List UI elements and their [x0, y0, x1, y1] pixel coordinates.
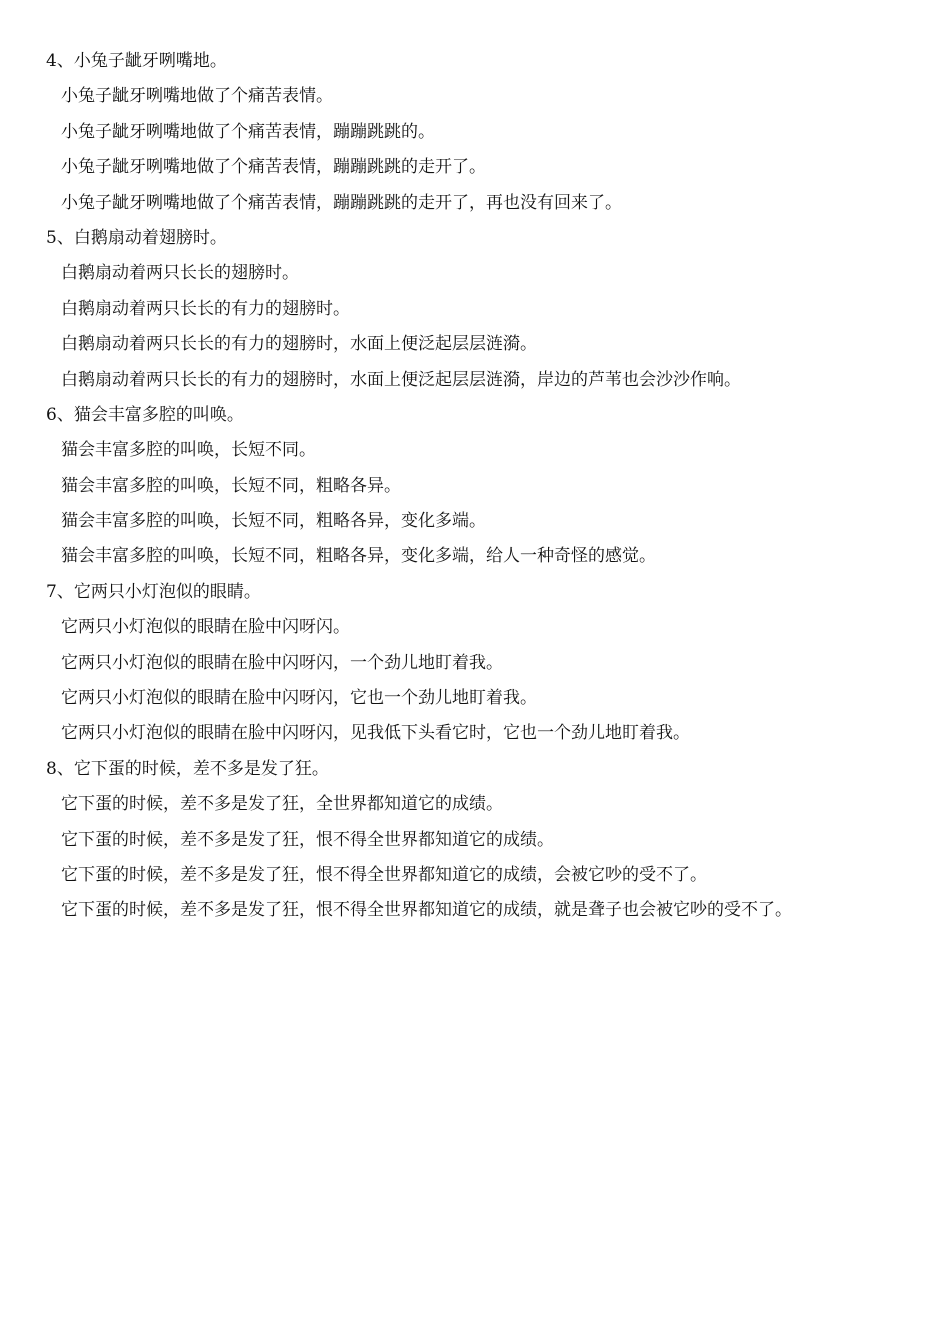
section-heading: 7、它两只小灯泡似的眼睛。 [46, 581, 261, 602]
expanded-sentence: 它两只小灯泡似的眼睛在脸中闪呀闪，一个劲儿地盯着我。 [61, 652, 503, 673]
expanded-sentence: 它两只小灯泡似的眼睛在脸中闪呀闪，它也一个劲儿地盯着我。 [61, 688, 537, 709]
section-heading: 5、白鹅扇动着翅膀时。 [46, 227, 227, 248]
expanded-sentence: 小兔子龇牙咧嘴地做了个痛苦表情，蹦蹦跳跳的走开了，再也没有回来了。 [61, 192, 622, 213]
expanded-sentence: 它下蛋的时候，差不多是发了狂，全世界都知道它的成绩。 [61, 794, 503, 815]
expanded-sentence: 白鹅扇动着两只长长的翅膀时。 [61, 263, 299, 284]
expanded-sentence: 它下蛋的时候，差不多是发了狂，恨不得全世界都知道它的成绩。 [61, 829, 554, 850]
section-heading: 8、它下蛋的时候，差不多是发了狂。 [46, 758, 329, 779]
expanded-sentence: 小兔子龇牙咧嘴地做了个痛苦表情，蹦蹦跳跳的。 [61, 121, 435, 142]
section-4 [46, 44, 926, 221]
expanded-sentence: 小兔子龇牙咧嘴地做了个痛苦表情。 [61, 86, 333, 107]
section-5 [46, 221, 926, 398]
expanded-sentence: 小兔子龇牙咧嘴地做了个痛苦表情，蹦蹦跳跳的走开了。 [61, 157, 486, 178]
expanded-sentence: 它两只小灯泡似的眼睛在脸中闪呀闪。 [61, 617, 350, 638]
expanded-sentence: 它两只小灯泡似的眼睛在脸中闪呀闪，见我低下头看它时，它也一个劲儿地盯着我。 [61, 723, 690, 744]
section-8 [46, 752, 926, 929]
expanded-sentence: 白鹅扇动着两只长长的有力的翅膀时，水面上便泛起层层涟漪。 [61, 334, 537, 355]
expanded-sentence: 白鹅扇动着两只长长的有力的翅膀时。 [61, 298, 350, 319]
expanded-sentence: 猫会丰富多腔的叫唤，长短不同，粗略各异，变化多端，给人一种奇怪的感觉。 [61, 546, 656, 567]
expanded-sentence: 猫会丰富多腔的叫唤，长短不同。 [61, 440, 316, 461]
section-heading: 4、小兔子龇牙咧嘴地。 [46, 51, 227, 71]
expanded-sentence: 猫会丰富多腔的叫唤，长短不同，粗略各异，变化多端。 [61, 511, 486, 532]
expanded-sentence: 猫会丰富多腔的叫唤，长短不同，粗略各异。 [61, 475, 401, 496]
section-7 [46, 575, 926, 752]
section-6 [46, 398, 926, 575]
expanded-sentence: 它下蛋的时候，差不多是发了狂，恨不得全世界都知道它的成绩，会被它吵的受不了。 [61, 864, 707, 885]
expanded-sentence: 白鹅扇动着两只长长的有力的翅膀时，水面上便泛起层层涟漪，岸边的芦苇也会沙沙作响。 [61, 369, 741, 390]
document-body [46, 44, 926, 929]
section-heading: 6、猫会丰富多腔的叫唤。 [46, 404, 244, 425]
expanded-sentence: 它下蛋的时候，差不多是发了狂，恨不得全世界都知道它的成绩，就是聋子也会被它吵的受不了。 [61, 900, 792, 921]
